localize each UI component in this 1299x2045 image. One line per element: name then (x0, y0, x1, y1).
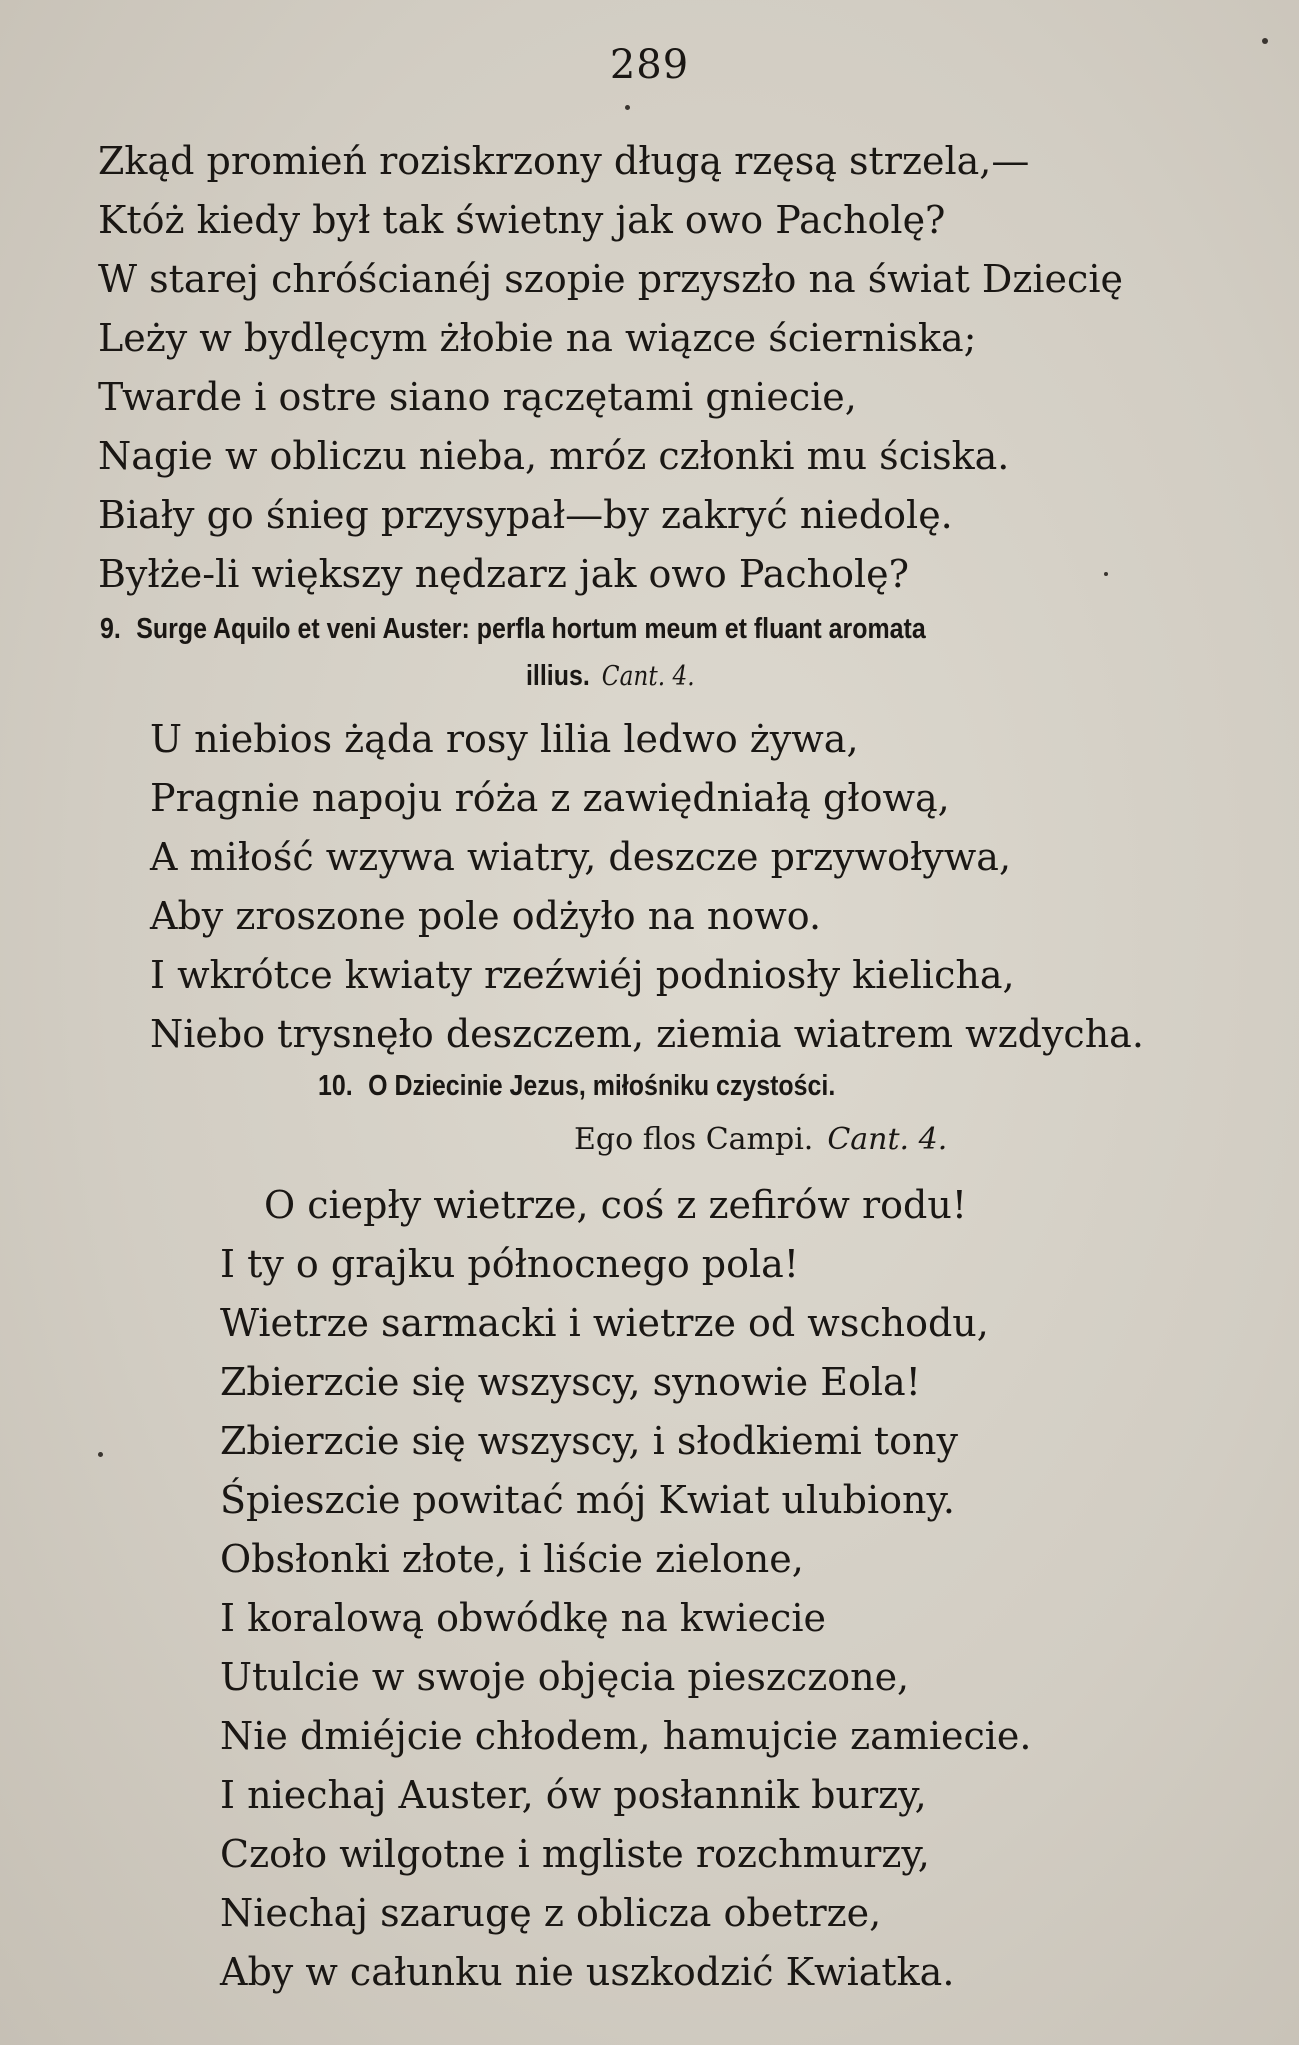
verse-line: Utulcie w swoje objęcia pieszczone, (220, 1655, 910, 1699)
verse-line: Czoło wilgotne i mgliste rozchmurzy, (220, 1832, 930, 1876)
verse-line: Niebo trysnęło deszczem, ziemia wiatrem wzdycha. (150, 1012, 1144, 1056)
verse-line: Twarde i ostre siano rączętami gniecie, (98, 375, 857, 419)
verse-line: Zbierzcie się wszyscy, synowie Eola! (220, 1360, 921, 1404)
paper-speck (98, 1452, 103, 1457)
paper-speck (625, 105, 630, 110)
stanza-1 (98, 132, 1123, 604)
section-title-continued: illius. (526, 660, 590, 692)
scripture-citation: Cant. 4. (827, 1122, 948, 1157)
verse-line: Aby w całunku nie uszkodzić Kwiatka. (220, 1950, 955, 1994)
section-number: 10. (318, 1070, 353, 1102)
verse-line: I niechaj Auster, ów posłannik burzy, (220, 1773, 927, 1817)
verse-line: Nagie w obliczu nieba, mróz członki mu ściska. (98, 434, 1010, 478)
verse-line: Zbierzcie się wszyscy, i słodkiemi tony (220, 1419, 958, 1463)
verse-line: Nie dmiéjcie chłodem, hamujcie zamiecie. (220, 1714, 1032, 1758)
verse-line: W starej chróścianéj szopie przyszło na świat Dziecię (98, 257, 1123, 301)
verse-line: Leży w bydlęcym żłobie na wiązce ścierniska; (98, 316, 977, 360)
verse-line: A miłość wzywa wiatry, deszcze przywoływa, (150, 835, 1012, 879)
verse-line: Wietrze sarmacki i wietrze od wschodu, (220, 1301, 989, 1345)
verse-line: I wkrótce kwiaty rzeźwiéj podniosły kielicha, (150, 953, 1015, 997)
verse-line: Pragnie napoju róża z zawiędniałą głową, (150, 776, 950, 820)
section-title: O Dziecinie Jezus, miłośniku czystości. (368, 1070, 836, 1102)
section-9-heading-continued (526, 660, 695, 693)
stanza-2 (150, 710, 1144, 1064)
paper-speck (1262, 38, 1268, 44)
scripture-citation: Cant. 4. (601, 661, 695, 692)
stanza-3 (220, 1176, 1032, 2002)
latin-epigraph (574, 1122, 947, 1157)
verse-line: Śpieszcie powitać mój Kwiat ulubiony. (220, 1478, 955, 1522)
section-title: Surge Aquilo et veni Auster: perfla hortum meum et fluant aromata (136, 613, 926, 645)
verse-line: I ty o grajku północnego pola! (220, 1242, 800, 1286)
page-number: 289 (609, 42, 690, 88)
section-number: 9. (100, 613, 121, 645)
section-9-heading (100, 613, 926, 646)
verse-line: Niechaj szarugę z oblicza obetrze, (220, 1891, 882, 1935)
latin-epigraph-text: Ego flos Campi. (574, 1122, 814, 1157)
verse-line: O ciepły wietrze, coś z zefirów rodu! (264, 1183, 968, 1227)
verse-line: I koralową obwódkę na kwiecie (220, 1596, 826, 1640)
verse-line: Aby zroszone pole odżyło na nowo. (150, 894, 822, 938)
section-10-heading (318, 1070, 835, 1103)
verse-line: Biały go śnieg przysypał—by zakryć niedolę. (98, 493, 953, 537)
verse-line: Któż kiedy był tak świetny jak owo Pacholę? (98, 198, 946, 242)
paper-speck (1104, 572, 1108, 576)
verse-line: U niebios żąda rosy lilia ledwo żywa, (150, 717, 859, 761)
verse-line: Obsłonki złote, i liście zielone, (220, 1537, 804, 1581)
verse-line: Zkąd promień roziskrzony długą rzęsą strzela,— (98, 139, 1030, 183)
verse-line: Byłże-li większy nędzarz jak owo Pacholę? (98, 552, 910, 596)
